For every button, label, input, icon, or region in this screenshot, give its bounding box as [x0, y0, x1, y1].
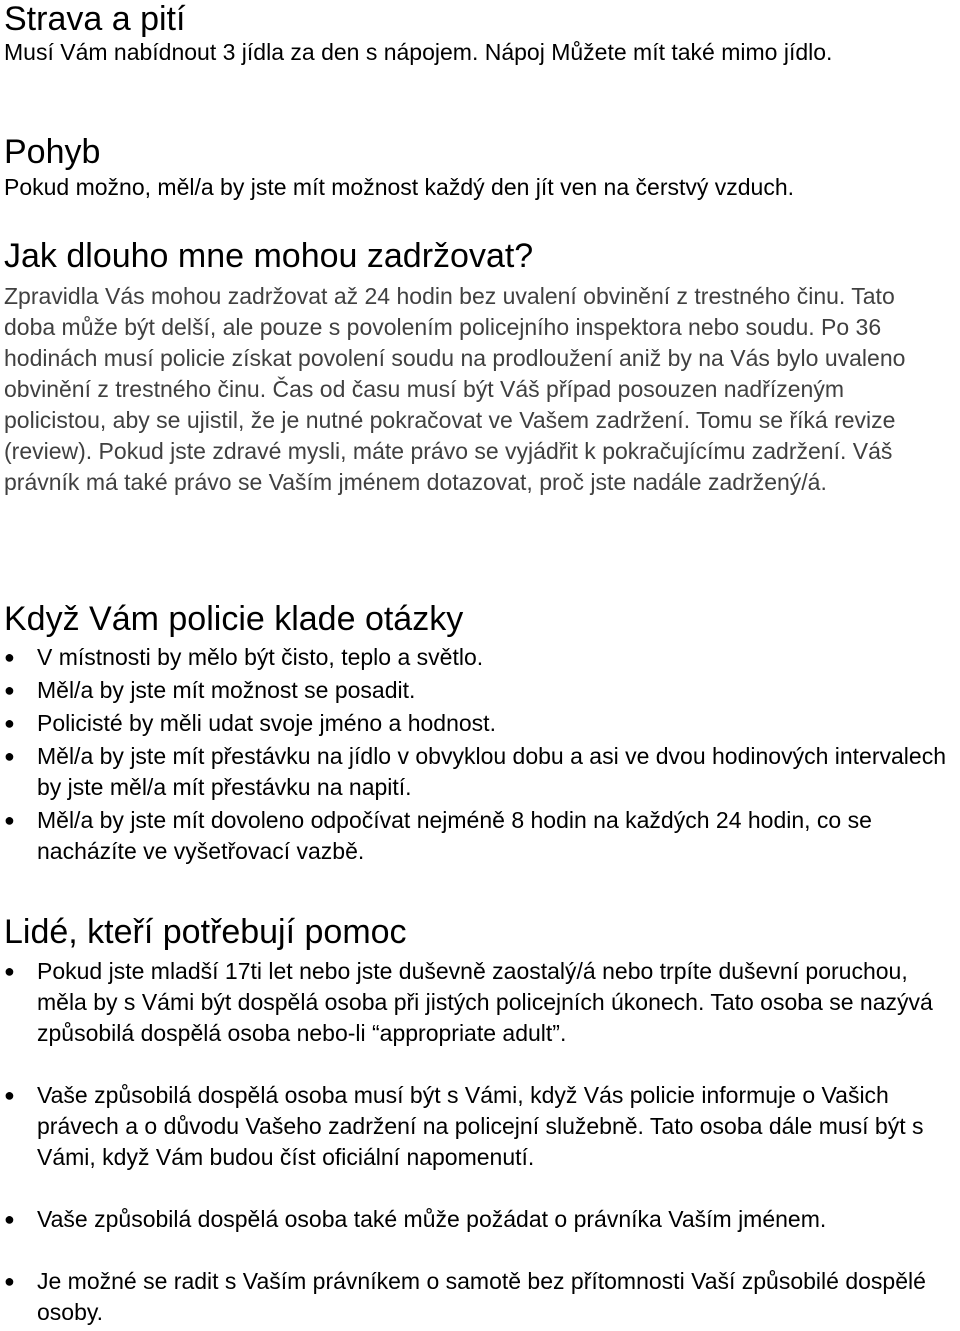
- heading-police-questions: Když Vám policie klade otázky: [4, 600, 464, 638]
- list-item: ● V místnosti by mělo být čisto, teplo a světlo.: [4, 642, 954, 673]
- bullet-icon: ●: [4, 1209, 15, 1229]
- list-item: ● Vaše způsobilá dospělá osoba také může požádat o právníka Vaším jménem.: [4, 1204, 954, 1235]
- list-item: ● Policisté by měli udat svoje jméno a hodnost.: [4, 708, 954, 739]
- list-item: ● Je možné se radit s Vaším právníkem o samotě bez přítomnosti Vaší způsobilé dospělé osoby.: [4, 1268, 926, 1325]
- bullet-icon: ●: [4, 1085, 15, 1105]
- bullet-icon: ●: [4, 746, 15, 766]
- list-item: ● Vaše způsobilá dospělá osoba musí být s Vámi, když Vás policie informuje o Vašich právech a o důvodu Vašeho zadržení na policejní služebně. Tato osoba dále musí být s Vámi, když Vám budou číst oficiální napomenutí.: [4, 1082, 924, 1170]
- bullet-icon: ●: [4, 1271, 15, 1291]
- bullet-icon: ●: [4, 961, 15, 981]
- bullet-icon: ●: [4, 680, 15, 700]
- list-police-questions: [4, 642, 954, 867]
- heading-detention-length: Jak dlouho mne mohou zadržovat?: [4, 237, 534, 275]
- list-people-needing-help: [4, 956, 954, 1328]
- heading-exercise: Pohyb: [4, 133, 101, 171]
- list-item: ● Měl/a by jste mít dovoleno odpočívat nejméně 8 hodin na každých 24 hodin, co se nacházíte ve vyšetřovací vazbě.: [4, 807, 872, 864]
- list-item: ● Pokud jste mladší 17ti let nebo jste duševně zaostalý/á nebo trpíte duševní poruchou, měla by s Vámi být dospělá osoba při jistých policejních úkonech. Tato osoba se nazývá způsobilá dospělá osoba nebo-li “appropriate adult”.: [4, 958, 933, 1046]
- heading-food-drink: Strava a pití: [4, 0, 186, 38]
- heading-people-needing-help: Lidé, kteří potřebují pomoc: [4, 913, 407, 951]
- paragraph-detention-length: Zpravidla Vás mohou zadržovat až 24 hodin bez uvalení obvinění z trestného činu. Tato doba může být delší, ale pouze s povolením policejního inspektora nebo soudu. Po 36 hodinách musí policie získat povolení soudu na prodloužení aniž by na Vás bylo uvaleno obvinění z trestného činu. Čas od času musí být Váš případ posouzen nadřízeným policistou, aby se ujistil, že je nutné pokračovat ve Vašem zadržení. Tomu se říká revize (review). Pokud jste zdravé mysli, máte právo se vyjádřit k pokračujícímu zadržení. Váš právník má také právo se Vaším jménem dotazovat, proč jste nadále zadržený/á.: [4, 283, 906, 495]
- bullet-icon: ●: [4, 647, 15, 667]
- bullet-icon: ●: [4, 713, 15, 733]
- paragraph-exercise: Pokud možno, měl/a by jste mít možnost každý den jít ven na čerstvý vzduch.: [4, 174, 795, 200]
- bullet-icon: ●: [4, 810, 15, 830]
- list-item: ● Měl/a by jste mít přestávku na jídlo v obvyklou dobu a asi ve dvou hodinových intervalech by jste měl/a mít přestávku na napití.: [4, 743, 946, 800]
- paragraph-food-drink: Musí Vám nabídnout 3 jídla za den s nápojem. Nápoj Můžete mít také mimo jídlo.: [4, 39, 833, 65]
- list-item: ● Měl/a by jste mít možnost se posadit.: [4, 675, 954, 706]
